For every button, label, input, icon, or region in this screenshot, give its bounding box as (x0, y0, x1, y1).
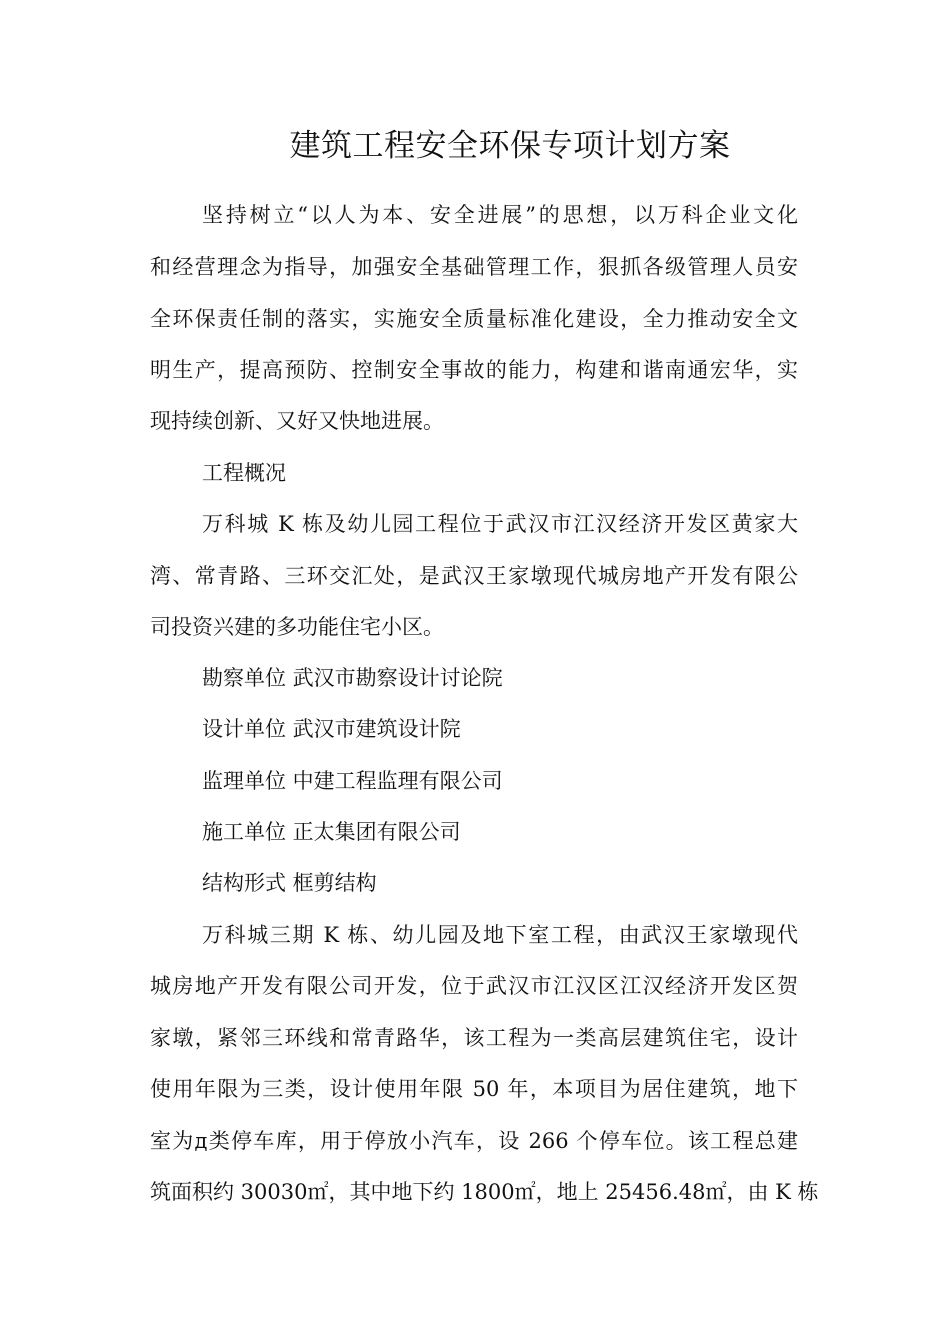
overview-line: 万科城 K 栋及幼儿园工程位于武汉市江汉经济开发区黄家大 (202, 512, 798, 536)
document-title: 建筑工程安全环保专项计划方案 (289, 128, 731, 164)
overview-line: 司投资兴建的多功能住宅小区。 (150, 615, 444, 639)
info-item-supervision: 监理单位 中建工程监理有限公司 (202, 769, 503, 793)
info-item-survey: 勘察单位 武汉市勘察设计讨论院 (202, 666, 503, 690)
intro-line: 明生产，提高预防、控制安全事故的能力，构建和谐南通宏华，实 (150, 358, 798, 382)
detail-line: 室为д类停车库，用于停放小汽车，设 266 个停车位。该工程总建 (150, 1129, 798, 1153)
intro-line: 现持续创新、又好又快地进展。 (150, 409, 444, 433)
detail-line: 万科城三期 K 栋、幼儿园及地下室工程，由武汉王家墩现代 (202, 923, 798, 947)
info-item-structure: 结构形式 框剪结构 (202, 871, 377, 895)
intro-line: 全环保责任制的落实，实施安全质量标准化建设，全力推动安全文 (150, 307, 798, 331)
overview-line: 湾、常青路、三环交汇处，是武汉王家墩现代城房地产开发有限公 (150, 564, 798, 588)
intro-line: 和经营理念为指导，加强安全基础管理工作，狠抓各级管理人员安 (150, 255, 798, 279)
intro-line: 坚持树立“以人为本、安全进展”的思想，以万科企业文化 (202, 203, 798, 227)
section-heading: 工程概况 (202, 461, 286, 485)
detail-line: 筑面积约 30030㎡，其中地下约 1800㎡，地上 25456.48㎡，由 K 栋 (150, 1180, 819, 1204)
detail-line: 使用年限为三类，设计使用年限 50 年，本项目为居住建筑，地下 (150, 1077, 798, 1101)
detail-line: 家墩，紧邻三环线和常青路华，该工程为一类高层建筑住宅，设计 (150, 1026, 798, 1050)
info-item-construction: 施工单位 正太集团有限公司 (202, 820, 461, 844)
info-item-design: 设计单位 武汉市建筑设计院 (202, 717, 461, 741)
detail-line: 城房地产开发有限公司开发，位于武汉市江汉区江汉经济开发区贺 (150, 974, 798, 998)
